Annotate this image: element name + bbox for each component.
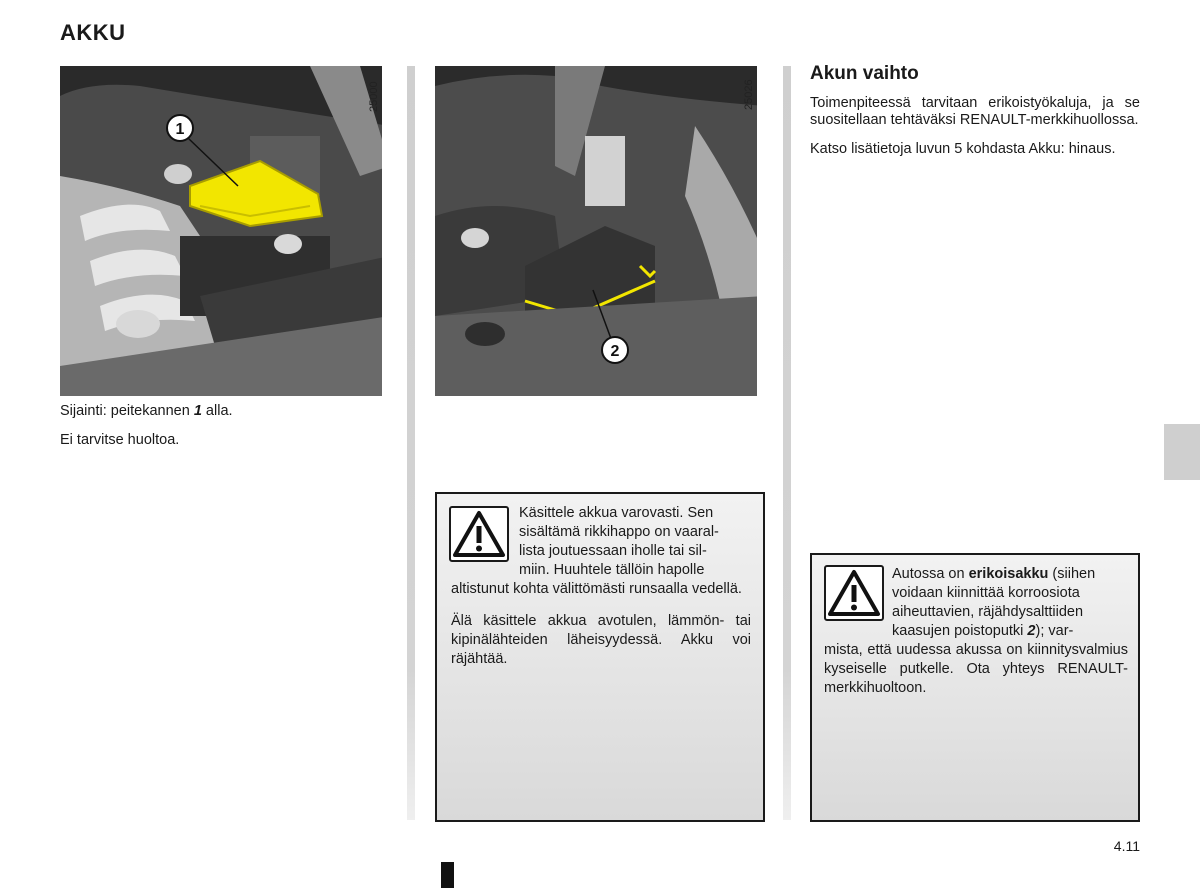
- column-divider-1: [407, 66, 415, 820]
- special-line-1-prefix: Autossa on: [892, 566, 969, 582]
- right-column-text: [810, 95, 1140, 170]
- warning-paragraph-2: Älä käsittele akkua avotulen, lämmön- tai kipinälähteiden läheisyydessä. Akku voi räjähtää.: [451, 613, 751, 667]
- engine-bay-figure-1: [60, 66, 390, 396]
- special-battery-warning: [810, 553, 1140, 822]
- special-paragraph-rest: mista, että uudessa akussa on kiinnitysvalmius kyseiselle putkelle. Ota yhteys RENAULT-merkkihuoltoon.: [824, 642, 1128, 696]
- column-divider-2: [783, 66, 791, 820]
- special-line-4-suffix: ); var-: [1035, 623, 1074, 639]
- left-column-text: [60, 403, 390, 461]
- page-title: AKKU: [60, 20, 126, 45]
- engine-bay-illustration-2: [435, 66, 765, 396]
- maintenance-paragraph: Ei tarvitse huoltoa.: [60, 432, 180, 448]
- warning-line-2: sisältämä rikkihappo on vaaral-: [519, 524, 719, 540]
- special-line-1-suffix: (siihen: [1048, 566, 1096, 582]
- chapter-tab: [1164, 424, 1200, 480]
- special-line-2: voidaan kiinnittää korroosiota: [892, 585, 1080, 601]
- special-callout-ref: 2: [1027, 623, 1036, 639]
- warning-line-4: miin. Huuhtele tällöin hapolle: [519, 562, 705, 578]
- replacement-paragraph: Toimenpiteessä tarvitaan erikoistyökaluja, ja se suositellaan tehtäväksi RENAULT-merkkihuollossa.: [810, 95, 1140, 128]
- reference-paragraph: Katso lisätietoja luvun 5 kohdasta Akku: hinaus.: [810, 141, 1116, 157]
- figure-ref-25000: 25000: [368, 81, 380, 112]
- location-text-suffix: alla.: [201, 403, 233, 419]
- special-line-4: [892, 622, 1128, 641]
- warning-paragraph-1-rest: altistunut kohta välittömästi runsaalla vedellä.: [451, 581, 742, 597]
- special-line-3: aiheuttavien, räjähdysalttiiden: [892, 604, 1084, 620]
- location-text: Sijainti: peitekannen: [60, 403, 194, 419]
- section-title: Akun vaihto: [810, 63, 919, 84]
- special-battery-term: erikoisakku: [968, 566, 1049, 582]
- warning-text: [451, 504, 751, 682]
- special-battery-text: [824, 565, 1128, 711]
- location-callout-ref: 1: [193, 403, 202, 419]
- special-line-4-prefix: kaasujen poistoputki: [892, 623, 1028, 639]
- engine-bay-figure-2: [435, 66, 765, 396]
- battery-handling-warning: [435, 492, 765, 822]
- page-number: 4.11: [1113, 838, 1140, 854]
- figure-ref-25026: 25026: [743, 79, 755, 110]
- bottom-registration-mark: [441, 862, 454, 888]
- callout-2-label: 2: [610, 343, 620, 360]
- warning-line-3: lista joutuessaan iholle tai sil-: [519, 543, 707, 559]
- engine-bay-illustration-1: [60, 66, 390, 396]
- callout-1-label: 1: [175, 121, 185, 138]
- warning-line-1: Käsittele akkua varovasti. Sen: [519, 505, 714, 521]
- special-line-1: [892, 565, 1128, 584]
- location-paragraph: [60, 403, 390, 420]
